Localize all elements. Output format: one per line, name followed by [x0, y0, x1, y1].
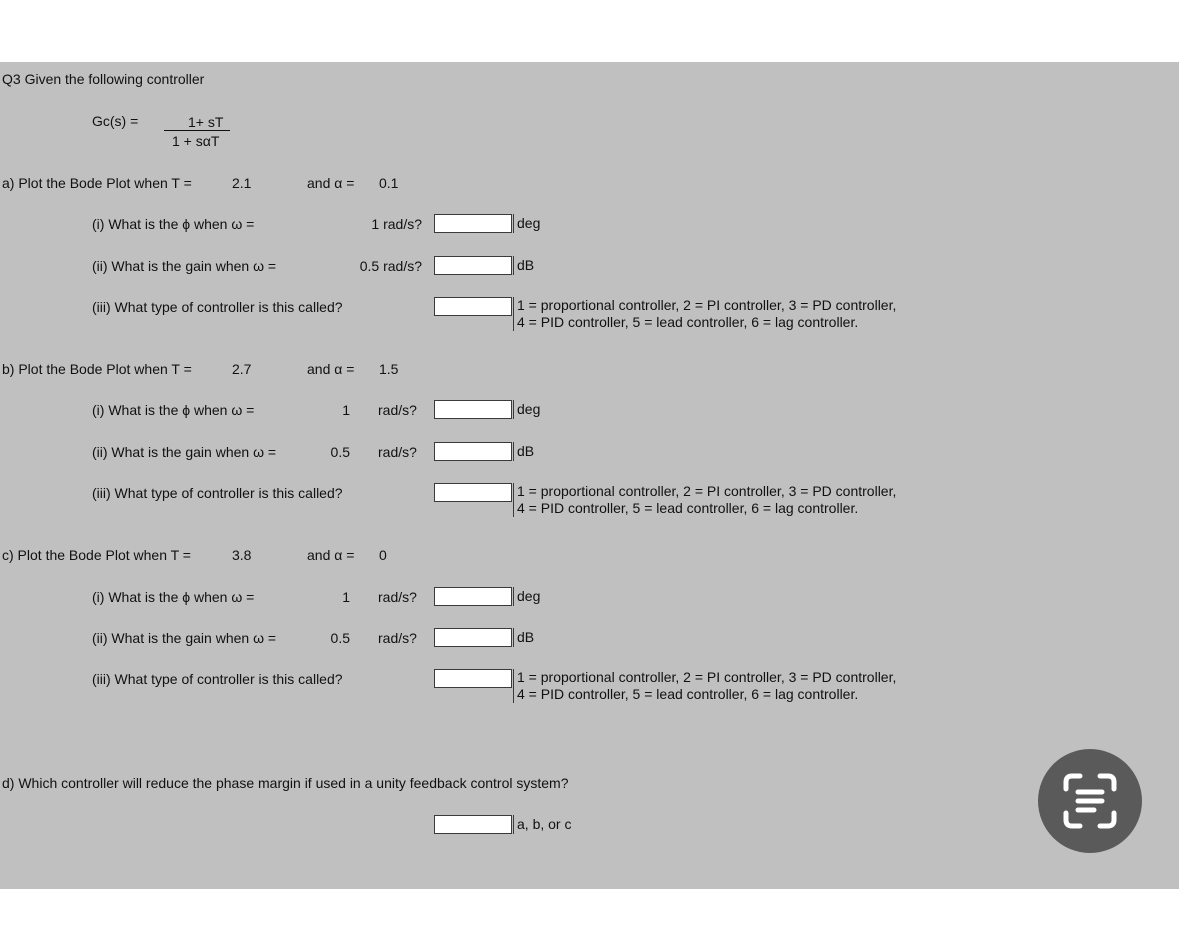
part-c-q1-omega-unit: rad/s?: [378, 589, 417, 605]
part-c-q1-label: (i) What is the ϕ when ω =: [92, 589, 255, 605]
part-a-gain-input[interactable]: [434, 256, 512, 275]
part-a-q1-label: (i) What is the ϕ when ω =: [92, 216, 255, 232]
fraction-denominator: 1 + sαT: [172, 133, 220, 149]
part-d-hint: a, b, or c: [513, 815, 571, 834]
part-c-alpha-value: 0: [379, 547, 387, 563]
part-d-question: d) Which controller will reduce the phase margin if used in a unity feedback control system?: [2, 775, 569, 791]
legend-line-2: 4 = PID controller, 5 = lead controller, 6 = lag controller.: [517, 500, 859, 516]
part-c-q1-omega-value: 1: [342, 589, 350, 605]
part-b-heading: b) Plot the Bode Plot when T =: [2, 361, 192, 377]
part-b-q1-omega-unit: rad/s?: [378, 402, 417, 418]
legend-line-2: 4 = PID controller, 5 = lead controller, 6 = lag controller.: [517, 314, 859, 330]
part-a-alpha-value: 0.1: [379, 175, 399, 191]
part-a-q2-omega: 0.5 rad/s?: [359, 258, 422, 274]
legend-line-2: 4 = PID controller, 5 = lead controller, 6 = lag controller.: [517, 686, 859, 702]
fraction-bar: [164, 130, 230, 131]
part-b-alpha-label: and α =: [307, 361, 355, 377]
part-a-t-value: 2.1: [232, 175, 252, 191]
part-b-q3-label: (iii) What type of controller is this called?: [92, 485, 343, 501]
part-b-alpha-value: 1.5: [379, 361, 399, 377]
legend-line-1: 1 = proportional controller, 2 = PI controller, 3 = PD controller,: [517, 297, 897, 313]
part-b-gain-input[interactable]: [434, 442, 512, 461]
part-c-controller-legend: [513, 669, 896, 703]
part-b-q1-omega-value: 1: [342, 402, 350, 418]
part-c-q2-omega-unit: rad/s?: [378, 630, 417, 646]
part-b-gain-unit: dB: [513, 442, 534, 461]
part-a-phase-unit: deg: [513, 214, 540, 233]
legend-line-1: 1 = proportional controller, 2 = PI controller, 3 = PD controller,: [517, 669, 897, 685]
part-c-q3-label: (iii) What type of controller is this called?: [92, 671, 343, 687]
part-b-phase-unit: deg: [513, 400, 540, 419]
part-a-q2-label: (ii) What is the gain when ω =: [92, 258, 277, 274]
part-a-heading: a) Plot the Bode Plot when T =: [2, 175, 192, 191]
part-a-q3-label: (iii) What type of controller is this called?: [92, 299, 343, 315]
question-title: Q3 Given the following controller: [2, 71, 205, 87]
part-d-answer-input[interactable]: [434, 815, 512, 834]
part-a-controller-legend: [513, 297, 896, 331]
part-b-t-value: 2.7: [232, 361, 252, 377]
part-c-gain-unit: dB: [513, 628, 534, 647]
gc-label: Gc(s) =: [92, 113, 139, 129]
part-b-q2-omega-unit: rad/s?: [378, 444, 417, 460]
part-c-q2-omega-value: 0.5: [330, 630, 350, 646]
part-a-controller-type-input[interactable]: [434, 297, 512, 316]
part-c-gain-input[interactable]: [434, 628, 512, 647]
fraction-numerator: 1+ sT: [188, 114, 224, 130]
text-scan-icon: [1038, 749, 1142, 853]
part-b-controller-type-input[interactable]: [434, 483, 512, 502]
part-b-q2-omega-value: 0.5: [330, 444, 350, 460]
part-c-phase-input[interactable]: [434, 587, 512, 606]
part-c-t-value: 3.8: [232, 547, 252, 563]
part-a-phase-input[interactable]: [434, 214, 512, 233]
part-c-controller-type-input[interactable]: [434, 669, 512, 688]
part-b-q1-label: (i) What is the ϕ when ω =: [92, 402, 255, 418]
part-c-q2-label: (ii) What is the gain when ω =: [92, 630, 277, 646]
part-a-q1-omega: 1 rad/s?: [371, 216, 422, 232]
part-b-controller-legend: [513, 483, 896, 517]
part-b-phase-input[interactable]: [434, 400, 512, 419]
part-b-q2-label: (ii) What is the gain when ω =: [92, 444, 277, 460]
scan-text-button[interactable]: [1038, 749, 1142, 853]
part-c-phase-unit: deg: [513, 587, 540, 606]
part-c-alpha-label: and α =: [307, 547, 355, 563]
legend-line-1: 1 = proportional controller, 2 = PI controller, 3 = PD controller,: [517, 483, 897, 499]
part-a-alpha-label: and α =: [307, 175, 355, 191]
part-c-heading: c) Plot the Bode Plot when T =: [2, 547, 191, 563]
part-a-gain-unit: dB: [513, 256, 534, 275]
